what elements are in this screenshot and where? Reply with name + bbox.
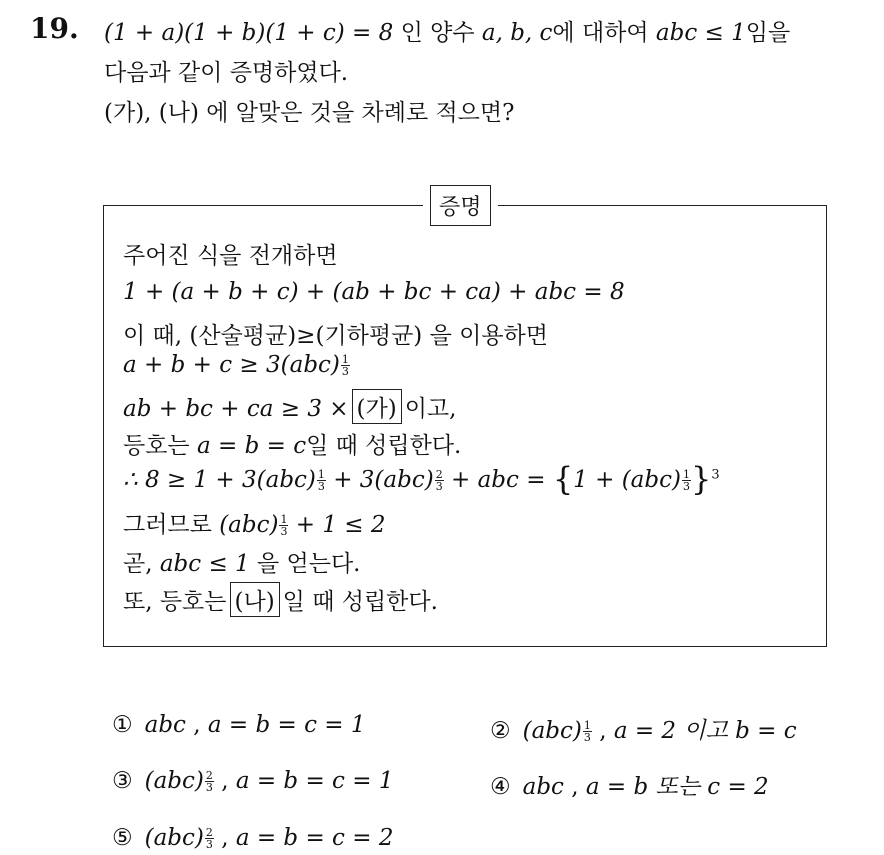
exponent-one-third bbox=[279, 514, 288, 537]
am-gm-product: ab + bc + ca ≥ 3 × bbox=[123, 396, 349, 422]
therefore-expr-d: 1 + (abc) bbox=[573, 467, 681, 493]
option-5[interactable]: ⑤ (abc) $\frac{2}{3}$ , a = b = c = 2 bbox=[112, 825, 394, 851]
frac-num: 1 bbox=[280, 513, 288, 526]
right-brace: } bbox=[690, 460, 712, 498]
option-second: a = b = c = 1 bbox=[235, 768, 394, 794]
option-mark: ⑤ bbox=[112, 825, 133, 851]
exponent-two-thirds bbox=[205, 770, 214, 793]
option-first: (abc) bbox=[144, 825, 204, 851]
option-first: (abc) bbox=[144, 768, 204, 794]
left-brace: { bbox=[552, 460, 574, 498]
option-3[interactable]: ③ (abc) $\frac{2}{3}$ , a = b = c = 1 bbox=[112, 768, 394, 794]
frac-num: 1 bbox=[317, 468, 325, 481]
option-mark: ① bbox=[112, 712, 133, 738]
proof-line-4 bbox=[123, 352, 350, 378]
option-second: a = b = c = 2 bbox=[235, 825, 394, 851]
proof-line-1: 주어진 식을 전개하면 bbox=[123, 243, 338, 269]
expanded-equation: 1 + (a + b + c) + (ab + bc + ca) + abc = 8 bbox=[123, 279, 625, 305]
am-gm-sum: a + b + c ≥ 3(abc) bbox=[123, 352, 340, 378]
text-segment: 에 대하여 bbox=[552, 20, 649, 46]
option-first: abc bbox=[522, 774, 564, 800]
exponent-one-third bbox=[583, 720, 592, 743]
blank-na: (나) bbox=[230, 582, 280, 617]
frac-num: 1 bbox=[341, 353, 349, 366]
frac-den: 3 bbox=[583, 731, 591, 744]
result-inequality: abc ≤ 1 bbox=[159, 551, 250, 577]
blank-ga: (가) bbox=[352, 389, 402, 424]
proof-line-7 bbox=[123, 460, 720, 498]
text-segment: 인 양수 bbox=[400, 20, 475, 46]
proof-line-2 bbox=[123, 279, 625, 305]
text-segment: 을 얻는다. bbox=[257, 551, 361, 577]
proof-line-10 bbox=[123, 582, 438, 617]
option-1[interactable]: ① abc , a = b = c = 1 bbox=[112, 712, 366, 738]
option-2[interactable]: ② (abc) $\frac{1}{3}$ , a = 2 이고 b = c bbox=[490, 718, 797, 744]
exponent-two-thirds bbox=[435, 469, 444, 492]
frac-den: 3 bbox=[317, 480, 325, 493]
cube-exponent: 3 bbox=[711, 467, 720, 483]
proof-line-8 bbox=[123, 506, 386, 539]
problem-line-1 bbox=[104, 14, 790, 47]
frac-den: 3 bbox=[435, 480, 443, 493]
frac-den: 3 bbox=[205, 838, 213, 851]
text-segment: 일 때 성립한다. bbox=[282, 589, 438, 615]
proof-title: 증명 bbox=[430, 185, 491, 226]
text-segment: 등호는 bbox=[123, 433, 190, 459]
exponent-one-third bbox=[341, 354, 350, 377]
proof-line-9 bbox=[123, 545, 361, 578]
proof-line-5 bbox=[123, 389, 456, 424]
frac-num: 2 bbox=[205, 769, 213, 782]
proof-box bbox=[103, 205, 827, 647]
frac-num: 1 bbox=[583, 719, 591, 732]
problem-question: (가), (나) 에 알맞은 것을 차례로 적으면? bbox=[104, 100, 515, 126]
frac-num: 1 bbox=[682, 468, 690, 481]
proof-line-3: 이 때, (산술평균)≥(기하평균) 을 이용하면 bbox=[123, 323, 548, 349]
frac-den: 3 bbox=[205, 781, 213, 794]
option-mark: ④ bbox=[490, 774, 511, 800]
text-segment: 또, 등호는 bbox=[123, 589, 227, 615]
claim-inequality: abc ≤ 1 bbox=[655, 20, 746, 46]
variables: a, b, c bbox=[481, 20, 553, 46]
frac-den: 3 bbox=[682, 480, 690, 493]
option-first: abc bbox=[144, 712, 186, 738]
frac-num: 2 bbox=[435, 468, 443, 481]
option-second: a = b = c = 1 bbox=[207, 712, 366, 738]
text-segment: 임을 bbox=[745, 20, 791, 46]
frac-den: 3 bbox=[341, 365, 349, 378]
therefore-expr-c: + abc = bbox=[451, 467, 546, 493]
option-4[interactable]: ④ abc , a = b 또는 c = 2 bbox=[490, 774, 769, 800]
text-segment: 이고, bbox=[404, 396, 457, 422]
frac-num: 2 bbox=[205, 826, 213, 839]
problem-number: 19. bbox=[30, 12, 79, 45]
frac-den: 3 bbox=[280, 525, 288, 538]
equality-condition: a = b = c bbox=[196, 433, 307, 459]
problem-line-2: 다음과 같이 증명하였다. bbox=[104, 60, 349, 86]
conclusion-expr-b: + 1 ≤ 2 bbox=[295, 512, 386, 538]
given-equation: (1 + a)(1 + b)(1 + c) = 8 bbox=[104, 20, 394, 46]
exponent-one-third bbox=[317, 469, 326, 492]
option-second: a = b 또는 c = 2 bbox=[585, 774, 769, 800]
conclusion-expr-a: (abc) bbox=[219, 512, 279, 538]
option-mark: ② bbox=[490, 718, 511, 744]
text-segment: 그러므로 bbox=[123, 512, 212, 538]
proof-line-6 bbox=[123, 427, 461, 460]
exponent-two-thirds bbox=[205, 827, 214, 850]
text-segment: 곧, bbox=[123, 551, 153, 577]
option-mark: ③ bbox=[112, 768, 133, 794]
exponent-one-third bbox=[682, 469, 691, 492]
option-first: (abc) bbox=[522, 718, 582, 744]
option-second: a = 2 이고 b = c bbox=[613, 718, 797, 744]
therefore-expr-b: + 3(abc) bbox=[333, 467, 434, 493]
therefore-expr-a: ∴ 8 ≥ 1 + 3(abc) bbox=[123, 467, 316, 493]
text-segment: 일 때 성립한다. bbox=[306, 433, 462, 459]
